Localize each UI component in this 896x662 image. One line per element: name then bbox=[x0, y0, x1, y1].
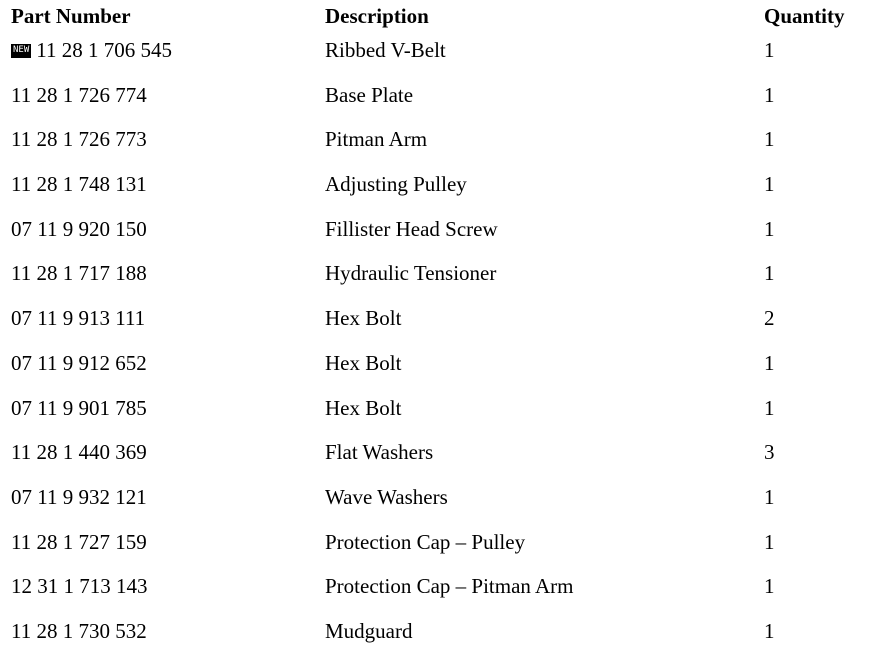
table-row bbox=[0, 34, 896, 79]
table-row bbox=[0, 168, 896, 213]
description-cell: Hex Bolt bbox=[325, 395, 402, 420]
table-body bbox=[0, 34, 896, 660]
quantity-cell: 1 bbox=[764, 395, 775, 420]
table-row bbox=[0, 392, 896, 437]
part-number-text: 11 28 1 726 773 bbox=[11, 127, 147, 152]
part-number-text: 07 11 9 932 121 bbox=[11, 484, 147, 509]
part-number-cell bbox=[11, 530, 147, 554]
quantity-cell: 1 bbox=[764, 127, 775, 152]
quantity-cell: 1 bbox=[764, 261, 775, 286]
description-cell: Flat Washers bbox=[325, 440, 434, 465]
part-number-text: 12 31 1 713 143 bbox=[11, 574, 148, 599]
part-number-text: 11 28 1 706 545 bbox=[36, 38, 172, 62]
part-number-text: 11 28 1 440 369 bbox=[11, 440, 147, 465]
description-cell: Adjusting Pulley bbox=[325, 172, 467, 197]
part-number-text: 07 11 9 912 652 bbox=[11, 350, 147, 375]
table-header-row bbox=[0, 0, 896, 34]
part-number-text: 11 28 1 726 774 bbox=[11, 82, 147, 107]
quantity-cell: 3 bbox=[764, 440, 775, 465]
part-number-cell bbox=[11, 396, 147, 420]
quantity-cell: 1 bbox=[764, 618, 775, 643]
description-cell: Fillister Head Screw bbox=[325, 216, 498, 241]
description-cell: Ribbed V-Belt bbox=[325, 38, 446, 62]
header-part-number: Part Number bbox=[11, 4, 131, 28]
table-row bbox=[0, 123, 896, 168]
header-description: Description bbox=[325, 4, 429, 28]
part-number-text: 11 28 1 730 532 bbox=[11, 618, 147, 643]
new-badge: NEW bbox=[11, 44, 31, 58]
part-number-cell bbox=[11, 351, 147, 375]
description-cell: Hydraulic Tensioner bbox=[325, 261, 497, 286]
table-row bbox=[0, 481, 896, 526]
quantity-cell: 1 bbox=[764, 529, 775, 554]
description-cell: Hex Bolt bbox=[325, 306, 402, 331]
table-row bbox=[0, 257, 896, 302]
part-number-text: 11 28 1 727 159 bbox=[11, 529, 147, 554]
quantity-cell: 1 bbox=[764, 574, 775, 599]
description-cell: Protection Cap – Pitman Arm bbox=[325, 574, 574, 599]
table-row bbox=[0, 347, 896, 392]
part-number-cell bbox=[11, 217, 147, 241]
table-row bbox=[0, 213, 896, 258]
quantity-cell: 1 bbox=[764, 82, 775, 107]
part-number-text: 07 11 9 913 111 bbox=[11, 306, 146, 331]
part-number-cell bbox=[11, 172, 147, 196]
part-number-cell bbox=[11, 619, 147, 643]
part-number-cell bbox=[11, 83, 147, 107]
quantity-cell: 1 bbox=[764, 216, 775, 241]
part-number-text: 11 28 1 748 131 bbox=[11, 172, 147, 197]
part-number-text: 07 11 9 920 150 bbox=[11, 216, 147, 241]
part-number-cell bbox=[11, 261, 147, 285]
quantity-cell: 1 bbox=[764, 38, 775, 62]
table-row bbox=[0, 526, 896, 571]
part-number-text: 11 28 1 717 188 bbox=[11, 261, 147, 286]
part-number-text: 07 11 9 901 785 bbox=[11, 395, 147, 420]
table-row bbox=[0, 615, 896, 660]
part-number-cell bbox=[11, 38, 172, 62]
description-cell: Mudguard bbox=[325, 618, 413, 643]
description-cell: Protection Cap – Pulley bbox=[325, 529, 526, 554]
part-number-cell bbox=[11, 127, 147, 151]
description-cell: Hex Bolt bbox=[325, 350, 402, 375]
quantity-cell: 2 bbox=[764, 306, 775, 331]
quantity-cell: 1 bbox=[764, 350, 775, 375]
description-cell: Pitman Arm bbox=[325, 127, 428, 152]
description-cell: Base Plate bbox=[325, 82, 414, 107]
part-number-cell bbox=[11, 574, 148, 598]
quantity-cell: 1 bbox=[764, 172, 775, 197]
header-quantity: Quantity bbox=[764, 4, 845, 28]
table-row bbox=[0, 302, 896, 347]
table-row bbox=[0, 436, 896, 481]
part-number-cell bbox=[11, 485, 147, 509]
table-row bbox=[0, 570, 896, 615]
quantity-cell: 1 bbox=[764, 484, 775, 509]
description-cell: Wave Washers bbox=[325, 484, 448, 509]
part-number-cell bbox=[11, 440, 147, 464]
part-number-cell bbox=[11, 306, 145, 330]
table-row bbox=[0, 79, 896, 124]
